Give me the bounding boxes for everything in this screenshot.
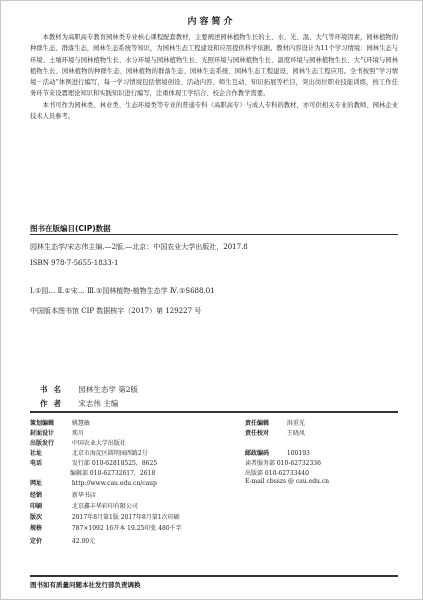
reader-service-row xyxy=(245,458,321,467)
imprint-label: 社址 xyxy=(30,450,43,457)
printer-row xyxy=(30,501,138,510)
imprint-value: 出版部 010-62733440 xyxy=(245,470,309,477)
tel-row xyxy=(30,458,157,467)
imprint-value: 2017年8月第1版 2017年8月第1次印刷 xyxy=(71,514,180,521)
price-row xyxy=(30,536,95,545)
imprint-label: 网址 xyxy=(30,480,43,487)
web-row xyxy=(30,478,157,487)
cip-heading: 图书在版编目(CIP)数据 xyxy=(30,224,111,233)
email-row xyxy=(245,478,329,485)
responsible-editor-row xyxy=(245,418,305,427)
imprint-label: 经销 xyxy=(30,492,43,499)
divider xyxy=(30,575,398,577)
book-author-value: 宋志伟 主编 xyxy=(78,399,119,408)
imprint-label: 电话 xyxy=(30,460,43,467)
divider xyxy=(30,411,398,413)
imprint-value: http://www.cau.edu.cn/caup xyxy=(71,480,157,487)
imprint-value: 郑川 xyxy=(71,430,84,437)
summary-title: 内容简介 xyxy=(187,17,236,27)
publisher-row xyxy=(30,438,126,447)
imprint-value: 中国农业大学出版社 xyxy=(71,440,126,447)
cover-design-row xyxy=(30,428,84,437)
imprint-value: 787×1092 16开本 19.25印张 480千字 xyxy=(71,525,182,532)
imprint-label: 印刷 xyxy=(30,503,43,510)
imprint-label: 责任校对 xyxy=(245,430,270,437)
address-row xyxy=(30,448,148,457)
book-title-row xyxy=(40,384,138,395)
imprint-value: 洪重光 xyxy=(286,420,305,427)
imprint-value: 编辑部 010-62732617，2618 xyxy=(70,470,156,477)
imprint-value: 发行部 010-62818525，8625 xyxy=(71,460,158,467)
imprint-value: 100193 xyxy=(286,450,310,457)
quality-notice: 图书如有质量问题本社发行部负责调换 xyxy=(30,581,141,589)
cip-library-record: 中国版本图书馆 CIP 数据核字（2017）第 129227 号 xyxy=(30,307,202,315)
edition-row xyxy=(30,512,180,521)
distributor-row xyxy=(30,490,96,499)
imprint-value: 北京鑫丰华彩印有限公司 xyxy=(71,503,138,510)
tel-row-2 xyxy=(70,468,155,477)
proofreader-row xyxy=(245,428,305,437)
imprint-label: 出版发行 xyxy=(30,440,55,447)
summary-paragraph: 本教材为高职高专教育园林类专业核心课程配套教材，主要阐述园林植物生长的土、水、光、温、大气等环境因素，园林植物的种群生态、群落生态，园林生态系统等知识，为园林生态工程建设和应用提供科学依据。教材内容设计为11个学习情境：园林生态与环境、土壤环境与园林植物生长、水分环境与园林植物生长、光照环境与园林植物生长、温度环境与园林植物生长、大气环境与园林植物生长、园林植物的种群生态、园林植物的群落生态、园林生态系统、园林生态工程建设、园林生态工程应用。全书按照“学习情境－活动”体例进行编写，每一学习情境包括情境创设、活动内容、师生互动、知识拓展等栏目，突出岗位职业技能训练，按工作任务环节来设置理论知识和实践知识进行编写，注重体现工学结合、校企合作教学需要。 xyxy=(30,34,398,98)
book-author-label: 作者 xyxy=(40,399,67,408)
imprint-label: 版次 xyxy=(30,514,43,521)
publishing-dept-row xyxy=(245,468,309,477)
imprint-label: 规格 xyxy=(30,525,43,532)
imprint-label: 策划编辑 xyxy=(30,420,55,427)
imprint-label: 封面设计 xyxy=(30,430,55,437)
postcode-row xyxy=(245,448,310,457)
imprint-value: 读者服务部 010-62732336 xyxy=(245,460,321,467)
divider xyxy=(30,234,398,235)
imprint-label: 定价 xyxy=(30,538,43,545)
summary-text xyxy=(30,32,398,122)
imprint-value: 北京市海淀区圆明园西路2号 xyxy=(71,450,148,457)
spec-row xyxy=(30,523,182,532)
cip-classification: Ⅰ.①园… Ⅱ.①宋… Ⅲ.①园林植物-植物生态学 Ⅳ.①S688.01 xyxy=(30,287,215,295)
imprint-label: 邮政编码 xyxy=(245,450,270,457)
planning-editor-row xyxy=(30,418,90,427)
imprint-value: 王晓凤 xyxy=(286,430,305,437)
summary-paragraph: 本书可作为园林类、林业类、生态环境类等专业的普通专科（高职高专）与成人专科的教材，亦可供相关专业的教师、园林企业技术人员参考。 xyxy=(30,101,398,121)
book-author-row xyxy=(40,398,118,409)
imprint-value: 新华书店 xyxy=(71,492,96,499)
cip-citation: 园林生态学/宋志伟主编.—2版.—北京：中国农业大学出版社，2017.8 xyxy=(30,243,248,251)
book-title-label: 书名 xyxy=(40,385,67,394)
imprint-value: E-mail cbsszs @ cau.edu.cn xyxy=(245,478,330,485)
book-title-value: 园林生态学 第2版 xyxy=(78,385,139,394)
imprint-value: 42.00元 xyxy=(71,538,96,545)
imprint-value: 姚慧敏 xyxy=(71,420,90,427)
imprint-label: 责任编辑 xyxy=(245,420,270,427)
cip-isbn: ISBN 978-7-5655-1833-1 xyxy=(30,259,119,267)
